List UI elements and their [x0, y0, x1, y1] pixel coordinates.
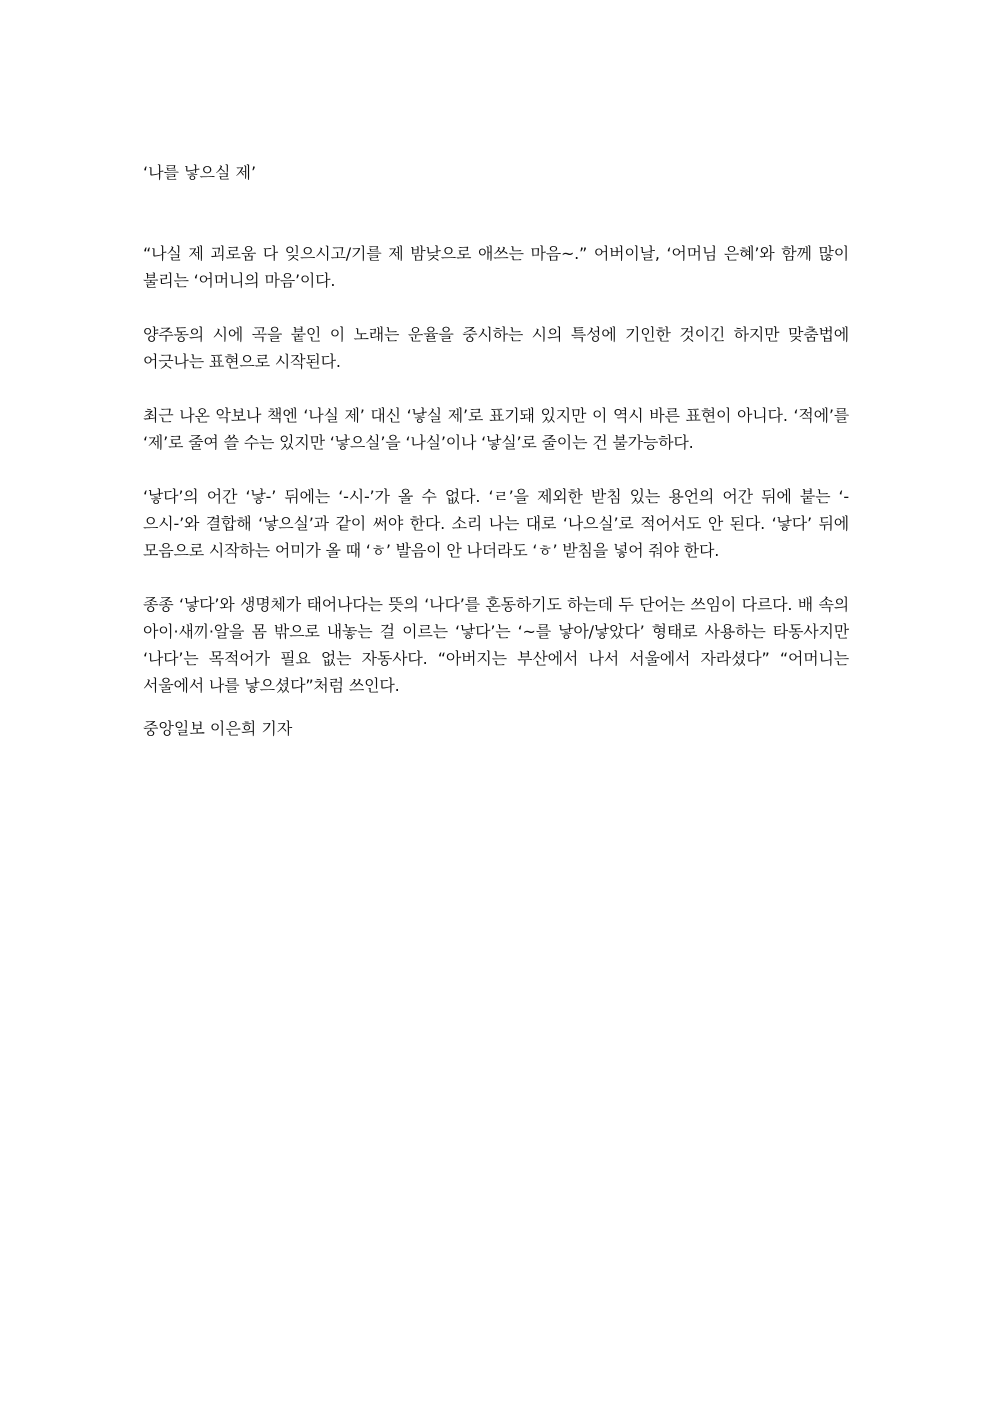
paragraph-4: ‘낳다’의 어간 ‘낳-’ 뒤에는 ‘-시-’가 올 수 없다. ‘ㄹ’을 제외한 받침 있는 용언의 어간 뒤에 붙는 ‘-으시-’와 결합해 ‘낳으실’과 같이 써야 한다. 소리 나는 대로 ‘나으실’로 적어서도 안 된다. ‘낳다’ 뒤에 모음으로 시작하는 어미가 올 때 ‘ㅎ’ 발음이 안 나더라도 ‘ㅎ’ 받침을 넣어 줘야 한다. [143, 487, 849, 560]
paragraph-5: 종종 ‘낳다’와 생명체가 태어나다는 뜻의 ‘나다’를 혼동하기도 하는데 두 단어는 쓰임이 다르다. 배 속의 아이·새끼·알을 몸 밖으로 내놓는 걸 이르는 ‘낳다’는 ‘~를 낳아/낳았다’ 형태로 사용하는 타동사지만 ‘나다’는 목적어가 필요 없는 자동사다. “아버지는 부산에서 나서 서울에서 자라셨다” “어머니는 서울에서 나를 낳으셨다”처럼 쓰인다. [143, 595, 849, 695]
paragraph-3: 최근 나온 악보나 책엔 ‘나실 제’ 대신 ‘낳실 제’로 표기돼 있지만 이 역시 바른 표현이 아니다. ‘적에’를 ‘제’로 줄여 쓸 수는 있지만 ‘낳으실’을 ‘나실’이나 ‘낳실’로 줄이는 건 불가능하다. [143, 406, 849, 452]
byline: 중앙일보 이은희 기자 [143, 719, 293, 738]
document-title: ‘나를 낳으실 제’ [143, 163, 257, 182]
document-body [143, 240, 849, 742]
paragraph-1: “나실 제 괴로움 다 잊으시고/기를 제 밤낮으로 애쓰는 마음~.” 어버이날, ‘어머님 은혜’와 함께 많이 불리는 ‘어머니의 마음’이다. [143, 244, 849, 290]
paragraph-2: 양주동의 시에 곡을 붙인 이 노래는 운율을 중시하는 시의 특성에 기인한 것이긴 하지만 맞춤법에 어긋나는 표현으로 시작된다. [143, 325, 849, 371]
